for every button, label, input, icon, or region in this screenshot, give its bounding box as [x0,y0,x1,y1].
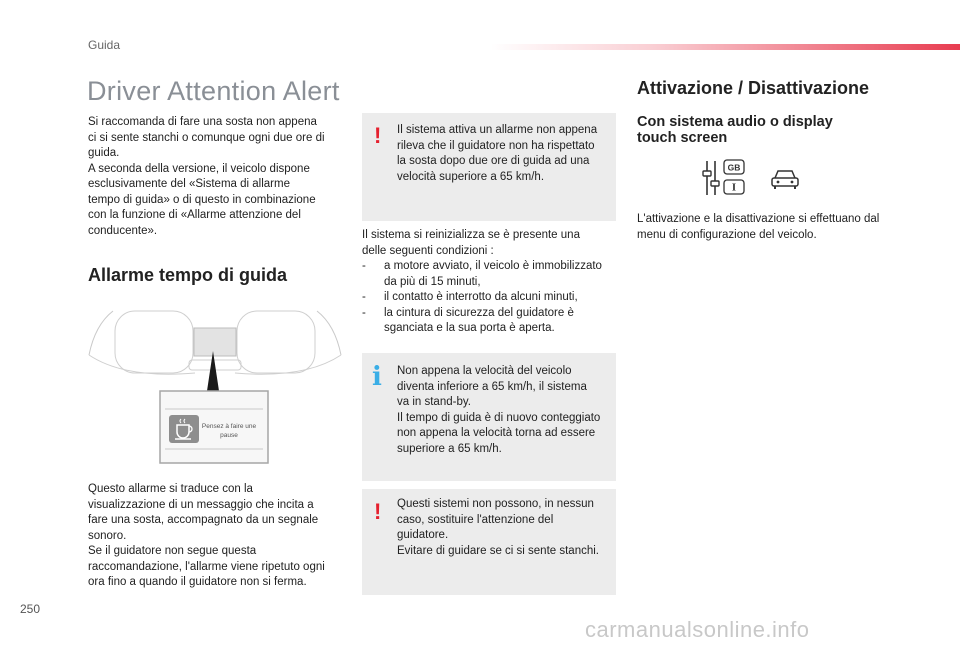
section-title-driving-time: Allarme tempo di guida [88,265,288,285]
alarm-description-text: Questo allarme si traduce con la visualizzazione di un messaggio che incita a fare una sosta, accompagnato da un segnale sonoro. Se il guidatore non segue questa raccomandazione, l'allarme viene ripetuto ogni ora fino a quando il guidatore non si ferma. [88,483,325,588]
intro-text: Si raccomanda di fare una sosta non appena ci si sente stanchi o comunque ogni due ore di guida. A seconda della versione, il veicolo dispone esclusivamente del «Sistema di allarme tempo di guida» o di questo in combinazione con la funzione di «Allarme attenzione del conducente». [88,116,325,237]
warning-box-2-text: Questi sistemi non possono, in nessun caso, sostituire l'attenzione del guidatore. Evitare di guidare se ci si sente stanchi. [397,498,599,557]
activation-text: L'attivazione e la disattivazione si effettuano dal menu di configurazione del veicolo. [637,213,880,241]
settings-sliders-icon [700,158,746,198]
warning-box-1 [362,113,616,221]
section-title-activation: Attivazione / Disattivazione [637,78,870,98]
display-message-line-1: Pensez à faire une [201,423,257,430]
list-item: - il contatto è interrotto da alcuni minuti, [362,291,578,303]
info-box-text: Non appena la velocità del veicolo diventa inferiore a 65 km/h, il sistema va in stand-by. Il tempo di guida è di nuovo conteggiato non appena la velocità torna ad essere superiore a 65 km/h. [397,365,601,455]
display-message-line-2: pause [220,432,238,439]
list-item: - a motore avviato, il veicolo è immobilizzato da più di 15 minuti, [362,260,602,288]
list-item: - la cintura di sicurezza del guidatore è sganciata e la sua porta è aperta. [362,306,574,334]
page-title: Driver Attention Alert [87,76,340,106]
i-label: I [731,183,737,194]
section-header: Guida [88,38,121,52]
warning-box-1-text: Il sistema attiva un allarme non appena rileva che il guidatore non ha rispettato la sosta dopo due ore di guida ad una velocità superiore a 65 km/h. [397,124,598,183]
warning-box-2 [362,489,616,595]
header-accent-bar [490,44,960,50]
info-box [362,353,616,481]
subsection-title-touchscreen: Con sistema audio o display touch screen [637,114,833,146]
page-number: 250 [20,602,41,616]
dashboard-illustration [85,303,345,468]
warning-icon: ! [374,499,382,524]
reset-conditions: Il sistema si reinizializza se è presente una delle seguenti condizioni : - a motore avviato, il veicolo è immobilizzato da più di 15 minuti, - il contatto è interrotto da alcuni minuti, - la cintura di sicurezza del guidatore è sganciata e la sua porta è aperta. [362,228,618,337]
watermark: carmanualsonline.info [585,617,810,642]
warning-icon: ! [374,123,382,148]
car-icon [770,168,800,190]
gb-label: GB [727,162,741,173]
info-icon: i [372,362,382,392]
